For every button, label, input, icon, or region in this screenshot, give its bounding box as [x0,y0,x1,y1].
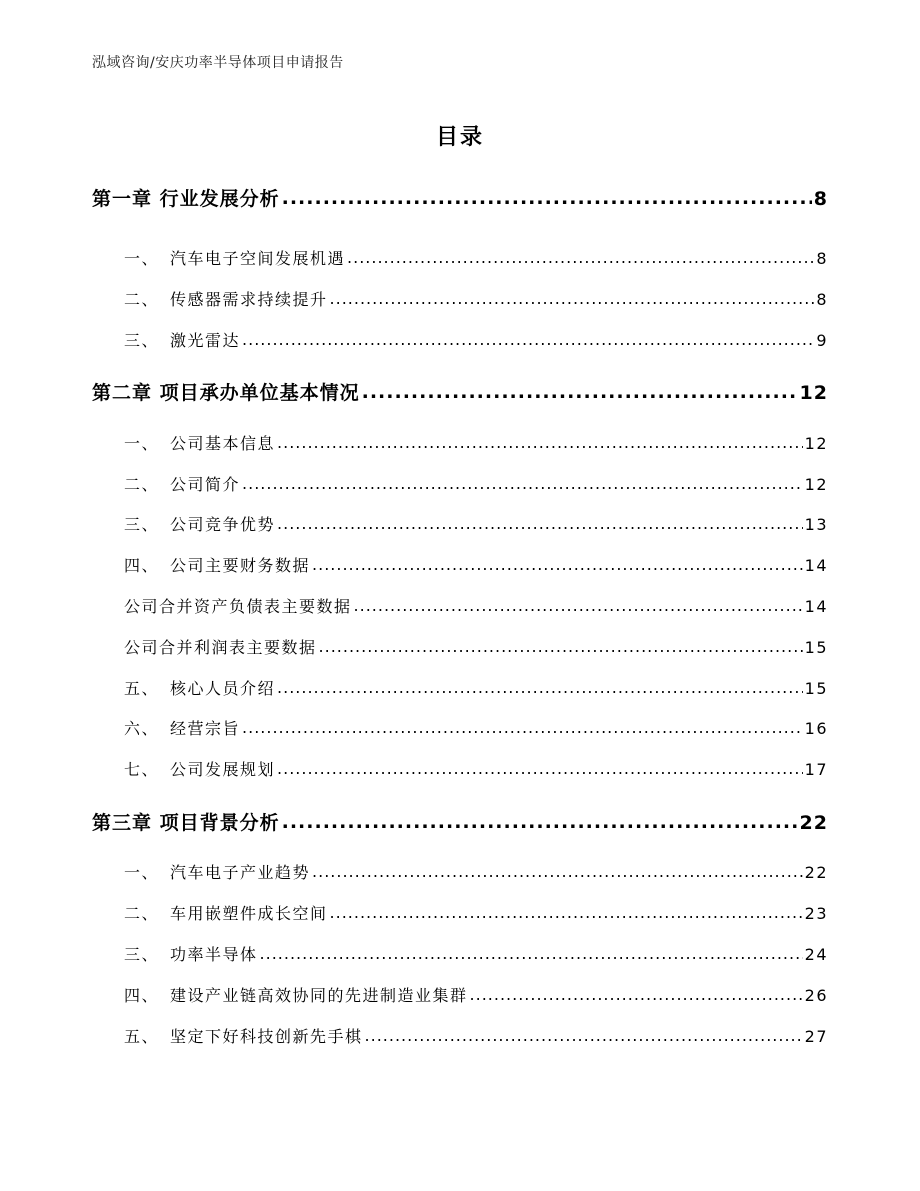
dot-leader [470,985,803,1004]
dot-leader [282,187,812,209]
toc-entry-label: 公司合并利润表主要数据 [124,638,317,657]
toc-section[interactable] [92,1024,828,1047]
toc-page-number: 17 [804,760,828,779]
dot-leader [277,433,803,452]
toc-page-number: 27 [804,1027,828,1046]
dot-leader [282,811,798,833]
dot-leader [354,596,803,615]
toc-entry-label: 第二章 项目承办单位基本情况 [92,382,360,404]
toc-section[interactable] [92,512,828,535]
toc-section[interactable] [92,472,828,495]
toc-section-number: 三、 [124,331,160,350]
toc-section[interactable] [92,431,828,454]
dot-leader [330,903,803,922]
toc-chapter-1[interactable] [92,184,828,211]
toc-entry-label: 公司竞争优势 [170,515,276,534]
toc-page-number: 8 [813,188,828,210]
toc-section-number: 五、 [124,1027,160,1046]
dot-leader [277,759,803,778]
toc-section-number: 三、 [124,515,160,534]
toc-section-number: 四、 [124,556,160,575]
toc-entry-label: 坚定下好科技创新先手棋 [170,1027,363,1046]
toc-section[interactable] [92,757,828,780]
toc-section[interactable] [92,287,828,310]
dot-leader [277,514,803,533]
document-header: 泓域咨询/安庆功率半导体项目申请报告 [92,55,344,71]
toc-entry-label: 第三章 项目背景分析 [92,812,280,834]
toc-section-number: 六、 [124,719,160,738]
toc-page-number: 16 [804,719,828,738]
toc-section[interactable] [92,328,828,351]
toc-section-number: 二、 [124,475,160,494]
toc-section-number: 七、 [124,760,160,779]
toc-subsection[interactable] [92,594,828,617]
toc-section-number: 二、 [124,904,160,923]
toc-entry-label: 核心人员介绍 [170,679,276,698]
toc-section-number: 一、 [124,434,160,453]
toc-page-number: 26 [804,986,828,1005]
toc-section-number: 二、 [124,290,160,309]
toc-entry-label: 经营宗旨 [170,719,241,738]
toc-chapter-3[interactable] [92,808,828,835]
toc-page-number: 13 [804,515,828,534]
toc-page-number: 24 [804,945,828,964]
toc-entry-label: 车用嵌塑件成长空间 [170,904,328,923]
dot-leader [312,862,803,881]
toc-entry-label: 传感器需求持续提升 [170,290,328,309]
toc-entry-label: 汽车电子产业趋势 [170,863,311,882]
toc-entry-label: 公司简介 [170,475,241,494]
toc-page-number: 14 [804,597,828,616]
toc-page-number: 22 [804,863,828,882]
toc-subsection[interactable] [92,635,828,658]
toc-page-number: 9 [816,331,828,350]
dot-leader [365,1026,803,1045]
toc-section[interactable] [92,860,828,883]
toc-section-number: 一、 [124,249,160,268]
toc-entry-label: 功率半导体 [170,945,258,964]
toc-section-number: 一、 [124,863,160,882]
toc-page-number: 14 [804,556,828,575]
dot-leader [347,248,814,267]
toc-page-number: 12 [799,382,828,404]
toc-section[interactable] [92,553,828,576]
dot-leader [362,381,798,403]
toc-section[interactable] [92,983,828,1006]
toc-section[interactable] [92,901,828,924]
toc-section[interactable] [92,676,828,699]
toc-section[interactable] [92,716,828,739]
toc-entry-label: 公司发展规划 [170,760,276,779]
toc-page-number: 12 [804,475,828,494]
dot-leader [242,718,803,737]
toc-section-number: 四、 [124,986,160,1005]
toc-entry-label: 建设产业链高效协同的先进制造业集群 [170,986,468,1005]
toc-page-number: 22 [799,812,828,834]
dot-leader [330,289,815,308]
toc-entry-label: 公司主要财务数据 [170,556,311,575]
dot-leader [319,637,803,656]
toc-section[interactable] [92,246,828,269]
toc-page-number: 12 [804,434,828,453]
toc-page-number: 8 [816,290,828,309]
dot-leader [312,555,803,574]
toc-entry-label: 汽车电子空间发展机遇 [170,249,346,268]
toc-page-number: 23 [804,904,828,923]
toc-page-number: 15 [804,638,828,657]
toc-entry-label: 公司基本信息 [170,434,276,453]
dot-leader [242,330,814,349]
toc-title: 目录 [435,125,484,150]
dot-leader [277,678,803,697]
toc-entry-label: 公司合并资产负债表主要数据 [124,597,352,616]
dot-leader [242,474,803,493]
dot-leader [260,944,803,963]
toc-chapter-2[interactable] [92,378,828,405]
toc-page-number: 15 [804,679,828,698]
toc-entry-label: 激光雷达 [170,331,241,350]
toc-section[interactable] [92,942,828,965]
toc-page-number: 8 [816,249,828,268]
toc-section-number: 三、 [124,945,160,964]
toc-section-number: 五、 [124,679,160,698]
toc-entry-label: 第一章 行业发展分析 [92,188,280,210]
